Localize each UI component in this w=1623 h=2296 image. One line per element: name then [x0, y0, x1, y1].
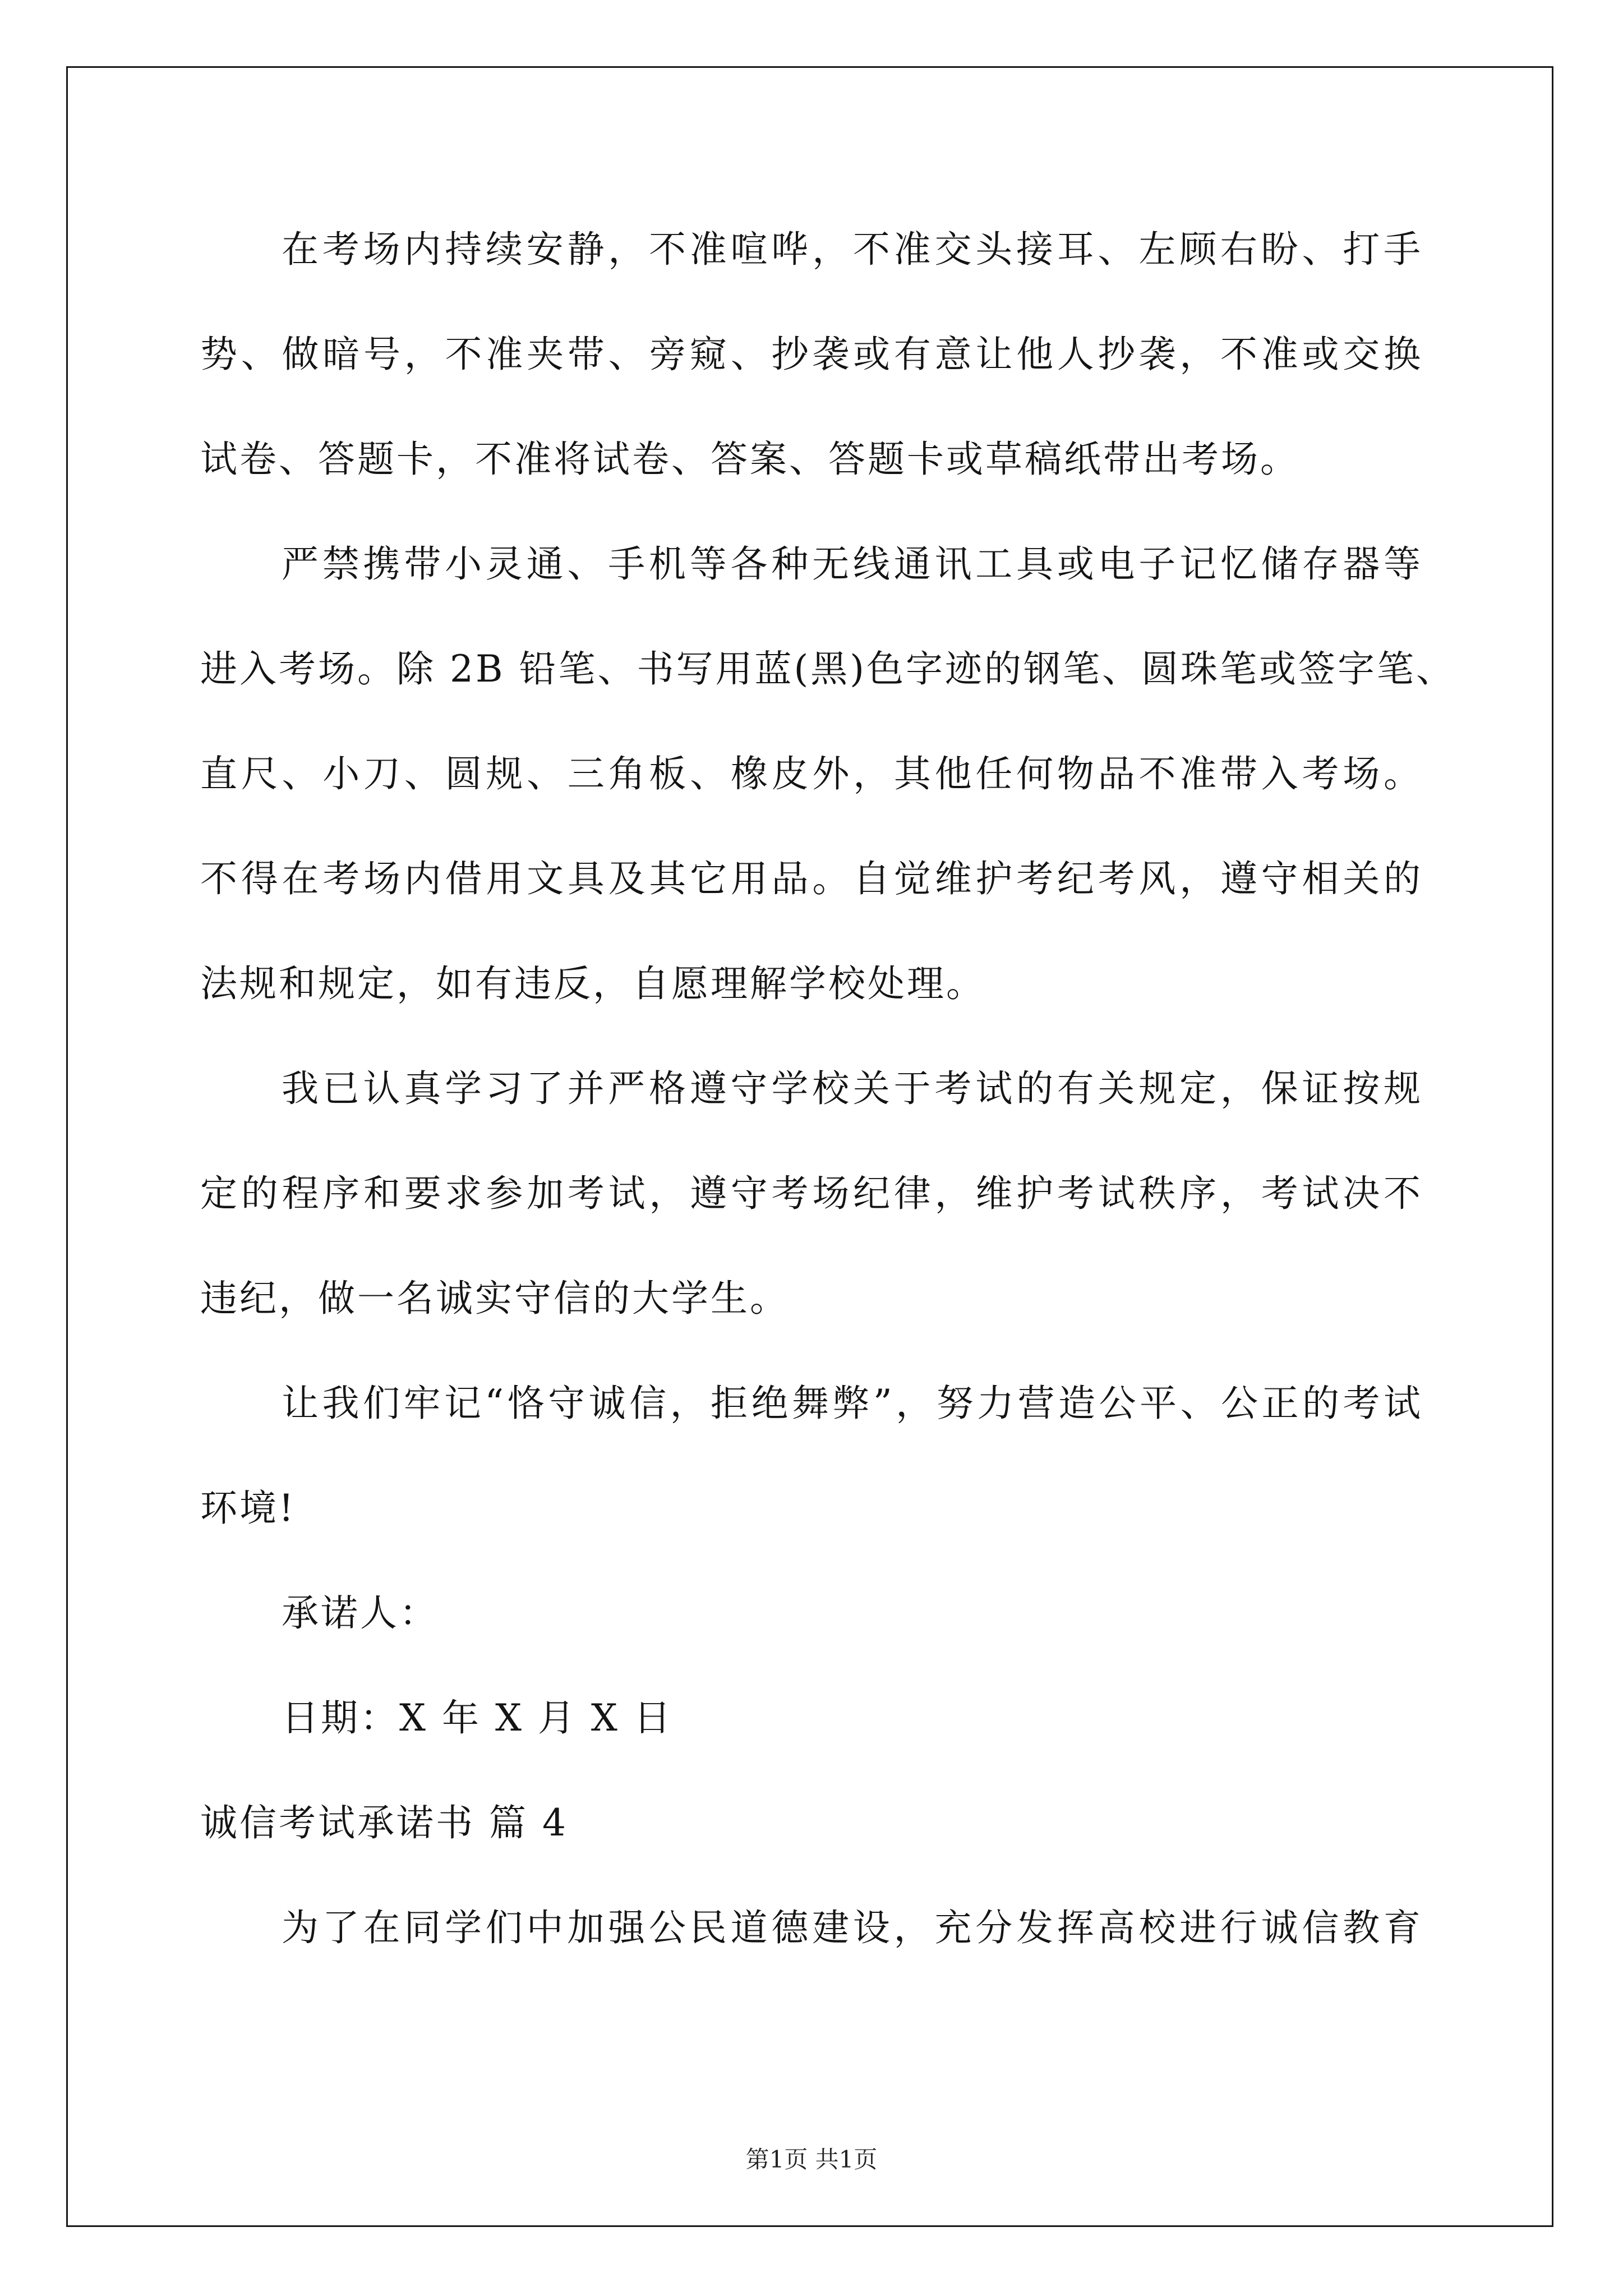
- signatory-label: 承诺人：: [282, 1591, 439, 1635]
- date-line: 日期：X 年 X 月 X 日: [282, 1696, 673, 1740]
- paragraph-2-line-1: 严禁携带小灵通、手机等各种无线通讯工具或电子记忆储存器等: [282, 542, 1423, 586]
- paragraph-1-line-1: 在考场内持续安静，不准喧哗，不准交头接耳、左顾右盼、打手: [282, 228, 1423, 271]
- paragraph-1-line-3: 试卷、答题卡，不准将试卷、答案、答题卡或草稿纸带出考场。: [200, 438, 1299, 481]
- paragraph-4-line-2: 环境!: [200, 1487, 296, 1530]
- paragraph-4-line-1: 让我们牢记“恪守诚信，拒绝舞弊”，努力营造公平、公正的考试: [282, 1382, 1423, 1425]
- paragraph-3-line-3: 违纪，做一名诚实守信的大学生。: [200, 1277, 789, 1320]
- paragraph-1-line-2: 势、做暗号，不准夹带、旁窥、抄袭或有意让他人抄袭，不准或交换: [200, 333, 1423, 376]
- paragraph-3-line-2: 定的程序和要求参加考试，遵守考场纪律，维护考试秩序，考试决不: [200, 1172, 1423, 1215]
- paragraph-2-line-5: 法规和规定，如有违反，自愿理解学校处理。: [200, 962, 985, 1005]
- paragraph-2-line-2: 进入考场。除 2B 铅笔、书写用蓝(黑)色字迹的钢笔、圆珠笔或签字笔、: [200, 647, 1455, 691]
- section-heading: 诚信考试承诺书 篇 4: [200, 1801, 568, 1844]
- paragraph-3-line-1: 我已认真学习了并严格遵守学校关于考试的有关规定，保证按规: [282, 1067, 1423, 1110]
- paragraph-2-line-4: 不得在考场内借用文具及其它用品。自觉维护考纪考风，遵守相关的: [200, 857, 1423, 900]
- paragraph-2-line-3: 直尺、小刀、圆规、三角板、橡皮外，其他任何物品不准带入考场。: [200, 752, 1423, 795]
- page-footer: 第1页 共1页: [745, 2146, 878, 2173]
- paragraph-5-line-1: 为了在同学们中加强公民道德建设，充分发挥高校进行诚信教育: [282, 1906, 1423, 1949]
